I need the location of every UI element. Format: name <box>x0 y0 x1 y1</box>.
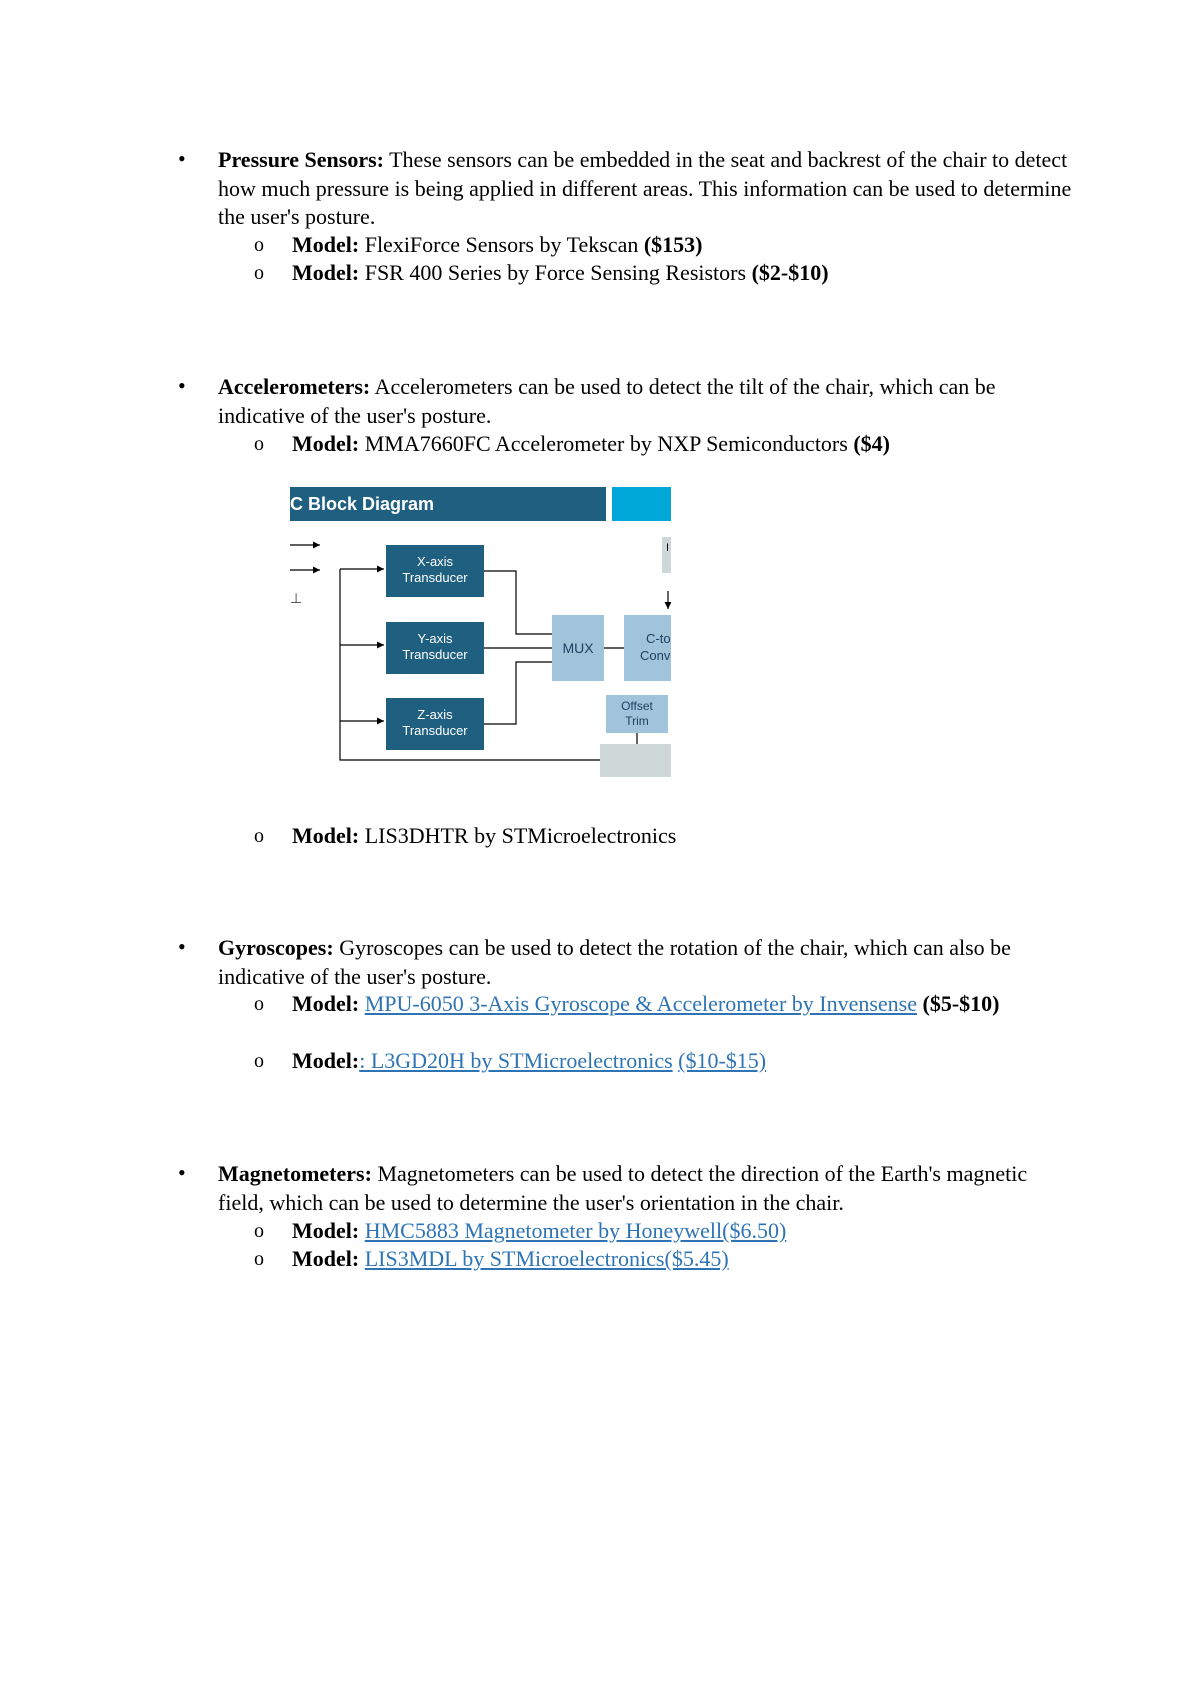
list-item <box>218 259 1078 287</box>
model-link-l3gd20h[interactable]: : L3GD20H by STMicroelectronics <box>359 1048 673 1073</box>
list-item <box>218 990 1078 1047</box>
list-item <box>218 1245 1078 1273</box>
list-item <box>218 430 1078 458</box>
sub-bullet: o <box>254 825 264 847</box>
model-link-mpu6050[interactable]: MPU-6050 3-Axis Gyroscope & Accelerometer by Invensense <box>364 991 918 1016</box>
sub-bullet: o <box>254 262 264 284</box>
model-name: FSR 400 Series by Force Sensing Resistors <box>359 260 752 285</box>
model-label: Model: <box>292 1246 360 1271</box>
paragraph-pressure-sensors <box>218 146 1078 232</box>
model-name: LIS3DHTR by STMicroelectronics <box>359 823 677 848</box>
svg-text:X-axis: X-axis <box>416 554 454 569</box>
description: These sensors can be embedded in the seat and backrest of the chair to detect how much pressure is being applied in different areas. This information can be used to determine the user's posture. <box>218 147 1072 229</box>
bullet: • <box>178 934 186 959</box>
sub-bullet: o <box>254 433 264 455</box>
svg-text:Conv: Conv <box>640 648 671 663</box>
model-price: ($5-$10) <box>917 991 1000 1016</box>
diagram-accent-bar <box>612 487 671 521</box>
heading-gyroscopes: Gyroscopes: <box>218 935 334 960</box>
model-link-lis3mdl[interactable]: LIS3MDL by STMicroelectronics($5.45) <box>364 1246 729 1271</box>
list-item <box>218 1217 1078 1245</box>
bullet: • <box>178 1160 186 1185</box>
model-label: Model: <box>292 260 360 285</box>
model-label: Model: <box>292 1218 360 1243</box>
heading-pressure-sensors: Pressure Sensors: <box>218 147 385 172</box>
svg-text:I: I <box>666 542 670 554</box>
model-name: FlexiForce Sensors by Tekscan <box>359 232 644 257</box>
diagram-title: C Block Diagram <box>290 494 435 514</box>
heading-magnetometers: Magnetometers: <box>218 1161 372 1186</box>
list-item <box>218 231 1078 259</box>
paragraph-gyroscopes <box>218 934 1078 991</box>
model-price: ($2-$10) <box>751 260 829 285</box>
svg-text:Z-axis: Z-axis <box>417 707 453 722</box>
model-label: Model: <box>292 991 360 1016</box>
price-link-l3gd20h[interactable]: ($10-$15) <box>678 1048 767 1073</box>
sub-bullet: o <box>254 1220 264 1242</box>
gray-block-bottom <box>600 744 671 777</box>
list-item <box>218 822 1078 850</box>
model-price: ($153) <box>643 232 703 257</box>
model-label: Model: <box>292 823 360 848</box>
heading-accelerometers: Accelerometers: <box>218 374 371 399</box>
sub-bullet: o <box>254 1248 264 1270</box>
sub-bullet: o <box>254 234 264 256</box>
svg-text:MUX: MUX <box>562 640 594 656</box>
list-item <box>218 1047 1078 1075</box>
svg-text:⊥: ⊥ <box>290 590 303 606</box>
model-label: Model: <box>292 431 360 456</box>
model-label: Model: <box>292 232 360 257</box>
bullet: • <box>178 373 186 398</box>
block-diagram-image <box>290 485 671 779</box>
description: Accelerometers can be used to detect the tilt of the chair, which can be indicative of the user's posture. <box>218 374 996 428</box>
model-link-hmc5883[interactable]: HMC5883 Magnetometer by Honeywell($6.50) <box>364 1218 787 1243</box>
svg-text:Trim: Trim <box>625 714 649 728</box>
bullet: • <box>178 146 186 171</box>
block-diagram-svg <box>290 485 671 779</box>
svg-text:C-to: C-to <box>646 631 671 646</box>
svg-text:Transducer: Transducer <box>402 570 468 585</box>
svg-text:Transducer: Transducer <box>402 723 468 738</box>
model-label: Model: <box>292 1048 360 1073</box>
paragraph-accelerometers <box>218 373 1078 430</box>
sub-bullet: o <box>254 993 264 1015</box>
model-name: MMA7660FC Accelerometer by NXP Semiconductors <box>359 431 854 456</box>
svg-text:Y-axis: Y-axis <box>417 631 453 646</box>
description: Magnetometers can be used to detect the direction of the Earth's magnetic field, which can be used to determine the user's orientation in the chair. <box>218 1161 1028 1215</box>
svg-text:Transducer: Transducer <box>402 647 468 662</box>
svg-text:Offset: Offset <box>621 699 653 713</box>
paragraph-magnetometers <box>218 1160 1078 1217</box>
model-price: ($4) <box>853 431 890 456</box>
sub-bullet: o <box>254 1050 264 1072</box>
description: Gyroscopes can be used to detect the rotation of the chair, which can also be indicative of the user's posture. <box>218 935 1011 989</box>
